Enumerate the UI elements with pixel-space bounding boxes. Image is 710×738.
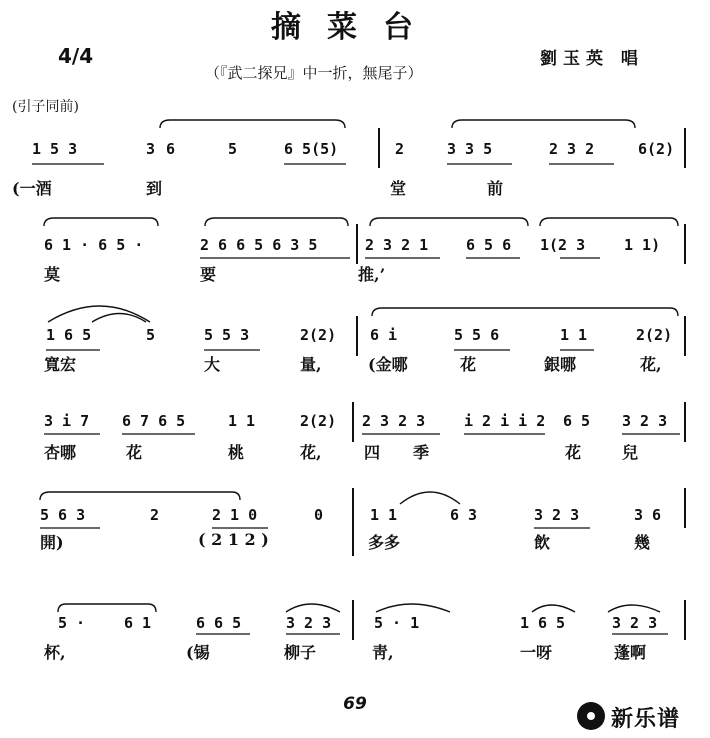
notation-segment: 3 6 [634, 506, 662, 524]
lyric-text: 量, [300, 355, 322, 374]
lyric-text: 開) [40, 533, 64, 552]
notation-segment: 6 5(5) [284, 140, 339, 158]
lyric-text: 飲 [534, 533, 551, 552]
notation-segment: 6 1 [124, 614, 152, 632]
lyric-text: ( 2 1 2 ) [198, 530, 269, 549]
notation-segment: 6 6 5 [196, 614, 242, 632]
notation-segment: 2(2) [636, 326, 673, 344]
notation-segment: 2 3 2 1 [365, 236, 429, 254]
notation-segment: 3 [146, 140, 156, 158]
notation-segment: 1 1 [370, 506, 398, 524]
notation-segment: 6 i [370, 326, 398, 344]
notation-segment: 3 i 7 [44, 412, 90, 430]
notation-segment: 1 1) [624, 236, 661, 254]
notation-segment: 1 1 [228, 412, 256, 430]
lyric-text: 一呀 [520, 643, 553, 662]
lyric-text: 到 [146, 179, 163, 198]
notation-segment: 5 5 3 [204, 326, 250, 344]
notation-segment: 5 5 6 [454, 326, 500, 344]
notation-segment: 1 1 [560, 326, 588, 344]
page-number: 69 [343, 694, 367, 714]
lyric-text: 幾 [634, 533, 651, 552]
intro-note: (引子同前) [12, 99, 79, 115]
lyric-text: 花 [126, 443, 143, 462]
notation-segment: 6 [166, 140, 176, 158]
lyric-text: 柳子 [284, 643, 317, 662]
notation-segment: 5 [228, 140, 238, 158]
notation-segment: 1 [520, 614, 530, 632]
lyric-text: 花 [460, 355, 477, 374]
notation-segment: 2 1 0 [212, 506, 258, 524]
notation-segment: 3 2 3 [286, 614, 332, 632]
lyric-text: 銀哪 [544, 355, 577, 374]
notation-segment: 2 6 6 5 6 3 5 [200, 236, 318, 254]
lyric-text: 大 [204, 355, 221, 374]
lyric-text: 花, [300, 443, 322, 462]
page-title: 摘菜台 [271, 10, 439, 45]
lyric-text: 靑, [372, 643, 394, 662]
subtitle: （『武二探兄』中一折，無尾子） [205, 64, 423, 82]
notation-segment: 6 3 [450, 506, 478, 524]
notation-segment: 3 2 3 [612, 614, 658, 632]
notation-segment: 5 6 3 [40, 506, 86, 524]
notation-segment: 6(2) [638, 140, 675, 158]
notation-segment: 1 5 3 [32, 140, 78, 158]
lyric-text: (锡 [186, 643, 210, 662]
lyric-text: 杯, [44, 643, 66, 662]
notation-segment: 6 5 [538, 614, 566, 632]
notation-segment: 2(2) [300, 326, 337, 344]
site-logo [577, 700, 707, 732]
notation-segment: 6 5 6 [466, 236, 512, 254]
lyric-text: 寬宏 [44, 355, 77, 374]
lyric-text: 花, [640, 355, 662, 374]
lyric-text: 杏哪 [44, 443, 77, 462]
lyric-text: 兒 [622, 443, 639, 462]
notation-segment: 3 3 5 [447, 140, 493, 158]
notation-segment: 2 [150, 506, 160, 524]
notation-segment: 2(2) [300, 412, 337, 430]
lyric-text: 莫 [44, 265, 61, 284]
lyric-text: 蓬啊 [614, 643, 647, 662]
logo-text: 新乐谱 [611, 707, 681, 732]
notation-segment: 6 1 · 6 5 · [44, 236, 144, 254]
notation-segment: 2 [395, 140, 405, 158]
lyric-text: 桃 [228, 443, 245, 462]
lyric-text: 多多 [368, 533, 401, 552]
notation-segment: 6 5 [563, 412, 591, 430]
notation-segment: i 2 i i 2 [464, 412, 546, 430]
lyric-text: 四 [364, 443, 381, 462]
lyric-text: 前 [487, 179, 504, 198]
lyric-text: (一酒 [12, 179, 52, 198]
notation-segment: 6 7 6 5 [122, 412, 186, 430]
notation-segment: 3 2 3 [534, 506, 580, 524]
notation-segment: 0 [314, 506, 324, 524]
notation-segment: 5 · [58, 614, 86, 632]
notation-segment: 2 3 2 [549, 140, 595, 158]
notation-segment: 1 6 5 [46, 326, 92, 344]
notation-segment: 5 [146, 326, 156, 344]
lyric-text: 花 [565, 443, 582, 462]
lyric-text: 要 [200, 265, 217, 284]
meter-mark: 4/4 [58, 44, 94, 68]
lyric-text: 堂 [390, 179, 407, 198]
lyric-text: 推,’ [358, 265, 386, 284]
record-disc-icon [577, 702, 605, 730]
notation-segment: 3 2 3 [622, 412, 668, 430]
singer-credit: 劉玉英 唱 [540, 49, 644, 69]
notation-segment: 1(2 3 [540, 236, 586, 254]
lyric-text: (金哪 [368, 355, 408, 374]
notation-segment: 5 · 1 [374, 614, 420, 632]
lyric-text: 季 [413, 443, 430, 462]
notation-segment: 2 3 2 3 [362, 412, 426, 430]
